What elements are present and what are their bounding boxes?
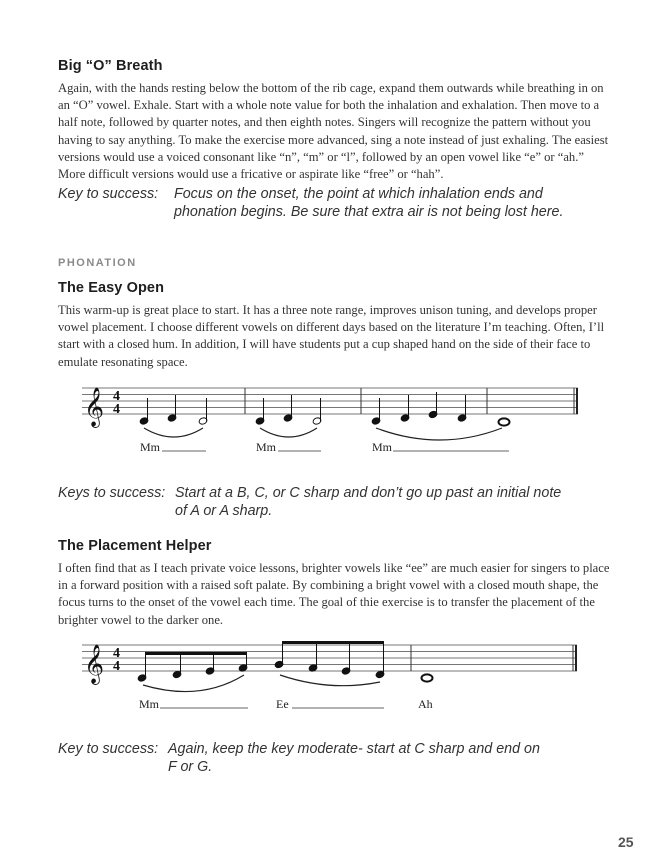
- key-label: Keys to success:: [58, 485, 166, 501]
- lyric-syllable: Ee: [276, 697, 289, 711]
- key-text-line1: Focus on the onset, the point at which inhalation ends and: [174, 186, 543, 202]
- key-label: Key to success:: [58, 741, 159, 757]
- key-text-line1: Start at a B, C, or C sharp and don’t go up past an initial note: [175, 485, 562, 501]
- key-text-line1: Again, keep the key moderate- start at C sharp and end on: [168, 741, 540, 757]
- key-text-line2: F or G.: [168, 759, 213, 775]
- page-number: 25: [618, 834, 634, 850]
- key-to-success-big-o-breath: [58, 185, 618, 221]
- lyric-syllable: Mm: [139, 697, 160, 711]
- key-text-line2: of A or A sharp.: [175, 503, 273, 519]
- svg-text:4: 4: [113, 659, 120, 674]
- key-label: Key to success:: [58, 186, 159, 202]
- treble-clef-icon: 𝄞: [84, 644, 105, 684]
- exercise-description-easy-open: This warm-up is great place to start. It has a three note range, improves unison tuning, and develops proper vowel placement. I choose different vowels on different days based on the literature I’m teaching. Often, I’ll start with a closed hum. In addition, I will have students put a cup shaped hand on the side of their face to emulate resonating space.: [58, 303, 605, 369]
- section-heading-phonation: phonation: [58, 253, 137, 270]
- exercise-title-big-o-breath: Big “O” Breath: [58, 58, 163, 74]
- music-staff-placement-helper: [0, 625, 667, 720]
- lyric-syllable: Mm: [372, 440, 393, 454]
- lyric-syllable: Mm: [256, 440, 277, 454]
- key-text-line2: phonation begins. Be sure that extra air is not being lost here.: [174, 204, 564, 220]
- lyric-syllable: Mm: [140, 440, 161, 454]
- exercise-description-big-o-breath: Again, with the hands resting below the bottom of the rib cage, expand them outwards while breathing in on an “O” vowel. Exhale. Start with a whole note value for both the inhalation and exhalation. Then move to a half note, followed by quarter notes, and then eighth notes. Singers will recognize the pattern without you having to say anything. To make the exercise more advanced, sing a note instead of just exhaling. The easiest versions would use a voiced consonant like “n”, “m” or “l”, followed by an open vowel like “e” or “ah.” More difficult versions would use a fricative or aspirate like “free” or “hah”.: [58, 81, 609, 182]
- svg-text:4: 4: [113, 389, 120, 404]
- lyric-syllable: Ah: [418, 697, 433, 711]
- exercise-title-easy-open: The Easy Open: [58, 280, 165, 296]
- exercise-title-placement-helper: The Placement Helper: [58, 538, 212, 554]
- svg-text:4: 4: [113, 646, 120, 661]
- music-staff-easy-open: [0, 370, 667, 465]
- svg-text:4: 4: [113, 402, 120, 417]
- exercise-description-placement-helper: I often find that as I teach private voice lessons, brighter vowels like “ee” are much easier for singers to place in a forward position with a raised soft palate. By combining a bright vowel with a closed mouth shape, the focus turns to the onset of the vowel each time. The goal of thie exercise is to transfer the placement of the brighter vowel to the darker one.: [58, 561, 610, 627]
- key-to-success-easy-open: [58, 484, 618, 520]
- treble-clef-icon: 𝄞: [84, 387, 105, 427]
- key-to-success-placement-helper: [58, 740, 618, 776]
